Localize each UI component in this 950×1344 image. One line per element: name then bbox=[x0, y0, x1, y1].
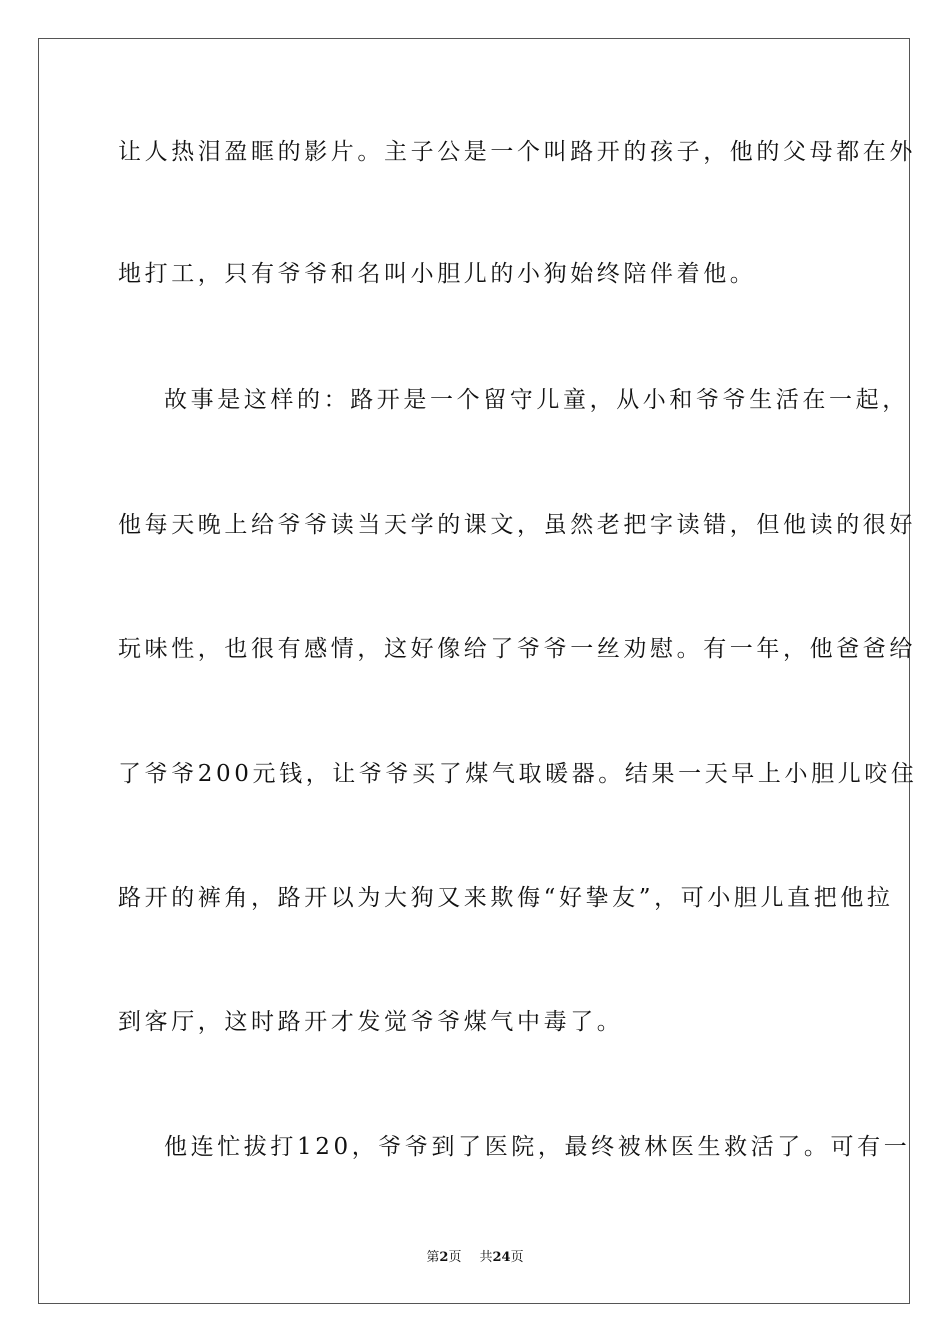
text-line-1: 让人热泪盈眶的影片。主子公是一个叫路开的孩子，他的父母都在外 bbox=[118, 139, 916, 165]
text-line-9: 他连忙拔打120，爷爷到了医院，最终被林医生救活了。可有一 bbox=[164, 1134, 911, 1160]
page-total-number: 24 bbox=[492, 1250, 511, 1265]
text-line-5: 玩味性，也很有感情，这好像给了爷爷一丝劝慰。有一年，他爸爸给 bbox=[118, 636, 916, 662]
text-line-3: 故事是这样的：路开是一个留守儿童，从小和爷爷生活在一起， bbox=[164, 387, 909, 413]
text-line-2: 地打工，只有爷爷和名叫小胆儿的小狗始终陪伴着他。 bbox=[118, 261, 757, 287]
total-suffix: 页 bbox=[510, 1250, 524, 1265]
page-prefix: 第 bbox=[426, 1250, 440, 1265]
page-border bbox=[38, 38, 910, 1304]
text-line-6: 了爷爷200元钱，让爷爷买了煤气取暖器。结果一天早上小胆儿咬住 bbox=[118, 761, 918, 787]
page-suffix: 页 bbox=[448, 1250, 462, 1265]
text-line-7: 路开的裤角，路开以为大狗又来欺侮“好挚友”，可小胆儿直把他拉 bbox=[118, 885, 894, 911]
page-current-number: 2 bbox=[439, 1250, 449, 1265]
text-line-8: 到客厅，这时路开才发觉爷爷煤气中毒了。 bbox=[118, 1009, 624, 1035]
total-prefix: 共 bbox=[479, 1250, 493, 1265]
page-footer bbox=[0, 1246, 950, 1265]
text-line-4: 他每天晚上给爷爷读当天学的课文，虽然老把字读错，但他读的很好 bbox=[118, 512, 916, 538]
